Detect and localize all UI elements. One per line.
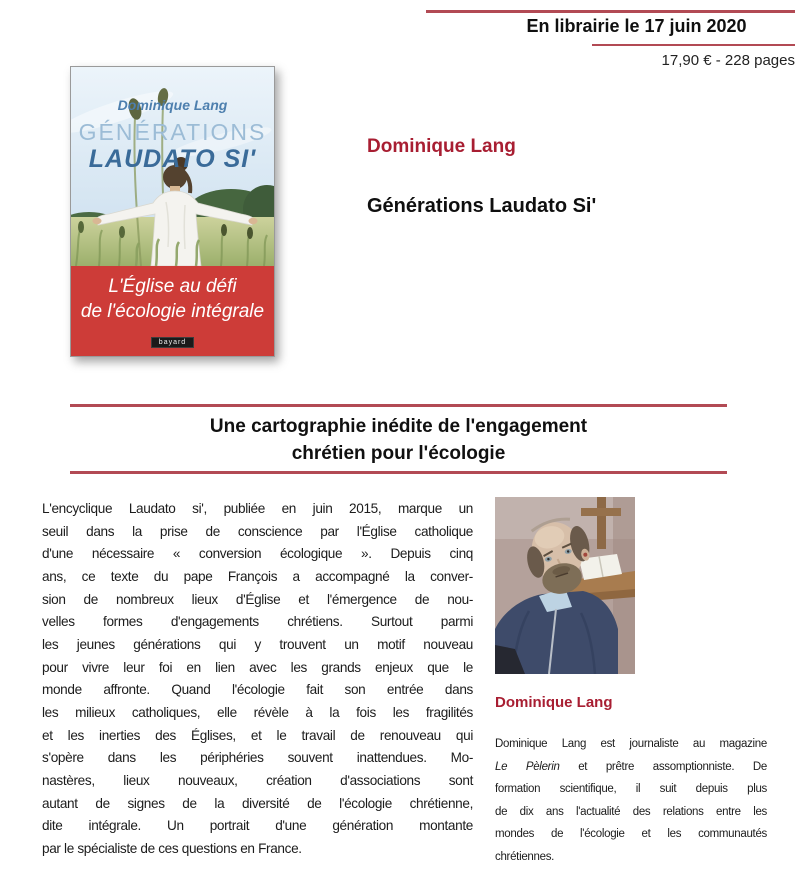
cover-subtitle-line2: de l'écologie intégrale: [80, 301, 265, 322]
paragraph-line: seuil dans la prise de conscience par l'Église catholique: [42, 523, 473, 539]
book-author-name: Dominique Lang: [367, 136, 516, 157]
release-date-line: En librairie le 17 juin 2020: [526, 16, 747, 36]
bio-line: mondes de l'écologie et les communautés: [495, 828, 767, 841]
cover-title-line2: LAUDATO SI': [88, 145, 257, 173]
author-photo-caption: Dominique Lang: [495, 694, 613, 711]
paragraph-line: pour vivre leur foi en lien avec les grands enjeux que le: [42, 659, 473, 675]
paragraph-line: s'opère dans les périphéries souvent inattendues. Mo-: [42, 750, 473, 766]
paragraph-line: par le spécialiste de ces questions en France.: [42, 840, 302, 856]
author-photo: [495, 497, 635, 674]
headline: [70, 413, 727, 467]
cover-subtitle-line1: L'Église au défi: [108, 276, 237, 297]
paragraph-line: et les inerties des Églises, et le travail de renouveau qui: [42, 727, 473, 743]
bio-line: formation scientifique, il suit depuis plus: [495, 783, 767, 796]
top-red-rule: [426, 10, 795, 13]
headline-rule-bottom: [70, 471, 727, 474]
paragraph-line: autant de signes de la diversité de l'écologie chrétienne,: [42, 795, 473, 811]
book-title: Générations Laudato Si': [367, 195, 597, 217]
magazine-name: Le Pèlerin: [495, 760, 560, 773]
headline-line2: chrétien pour l'écologie: [291, 443, 506, 464]
cover-author-name: Dominique Lang: [117, 97, 228, 113]
paragraph-line: monde affronte. Quand l'écologie fait son entrée dans: [42, 682, 473, 698]
paragraph-line: les jeunes générations qui y trouvent un motif nouveau: [42, 636, 473, 652]
headline-rule-top: [70, 404, 727, 407]
bio-line: chrétiennes.: [495, 850, 555, 863]
paragraph-line: dite intégrale. Un portrait d'une génération montante: [42, 818, 473, 834]
paragraph-line: les milieux catholiques, elle révèle à la fois les fragilités: [42, 704, 473, 720]
price-pages-line: 17,90 € - 228 pages: [661, 52, 795, 69]
paragraph-line: d'une nécessaire « conversion écologique ». Depuis cinq: [42, 546, 473, 562]
bio-line: [495, 756, 767, 779]
paragraph-line: sion de nombreux lieux d'Église et l'émergence de nou-: [42, 591, 473, 607]
bio-line: Dominique Lang est journaliste au magazine: [495, 738, 767, 750]
bio-line: de dix ans l'actualité des relations entre les: [495, 805, 767, 818]
book-cover-image: [70, 66, 275, 357]
author-bio: [495, 733, 767, 868]
sub-red-rule: [592, 44, 795, 46]
cover-title-line1: GÉNÉRATIONS: [78, 119, 267, 145]
paragraph-line: velles formes d'engagements chrétiens. Surtout parmi: [42, 614, 473, 630]
headline-line1: Une cartographie inédite de l'engagement: [209, 416, 588, 437]
main-paragraph: [42, 498, 473, 861]
paragraph-line: L'encyclique Laudato si', publiée en juin 2015, marque un: [42, 501, 473, 516]
publisher-logo: [71, 331, 274, 349]
cover-subtitle-band: [71, 266, 274, 356]
paragraph-line: nastères, lieux nouveaux, création d'associations sont: [42, 772, 473, 788]
bio-line-rest: et prêtre assomptionniste. De: [559, 760, 767, 773]
publisher-logo-text: bayard: [151, 337, 194, 348]
paragraph-line: ans, ce texte du pape François a accompagné la conver-: [42, 568, 473, 584]
